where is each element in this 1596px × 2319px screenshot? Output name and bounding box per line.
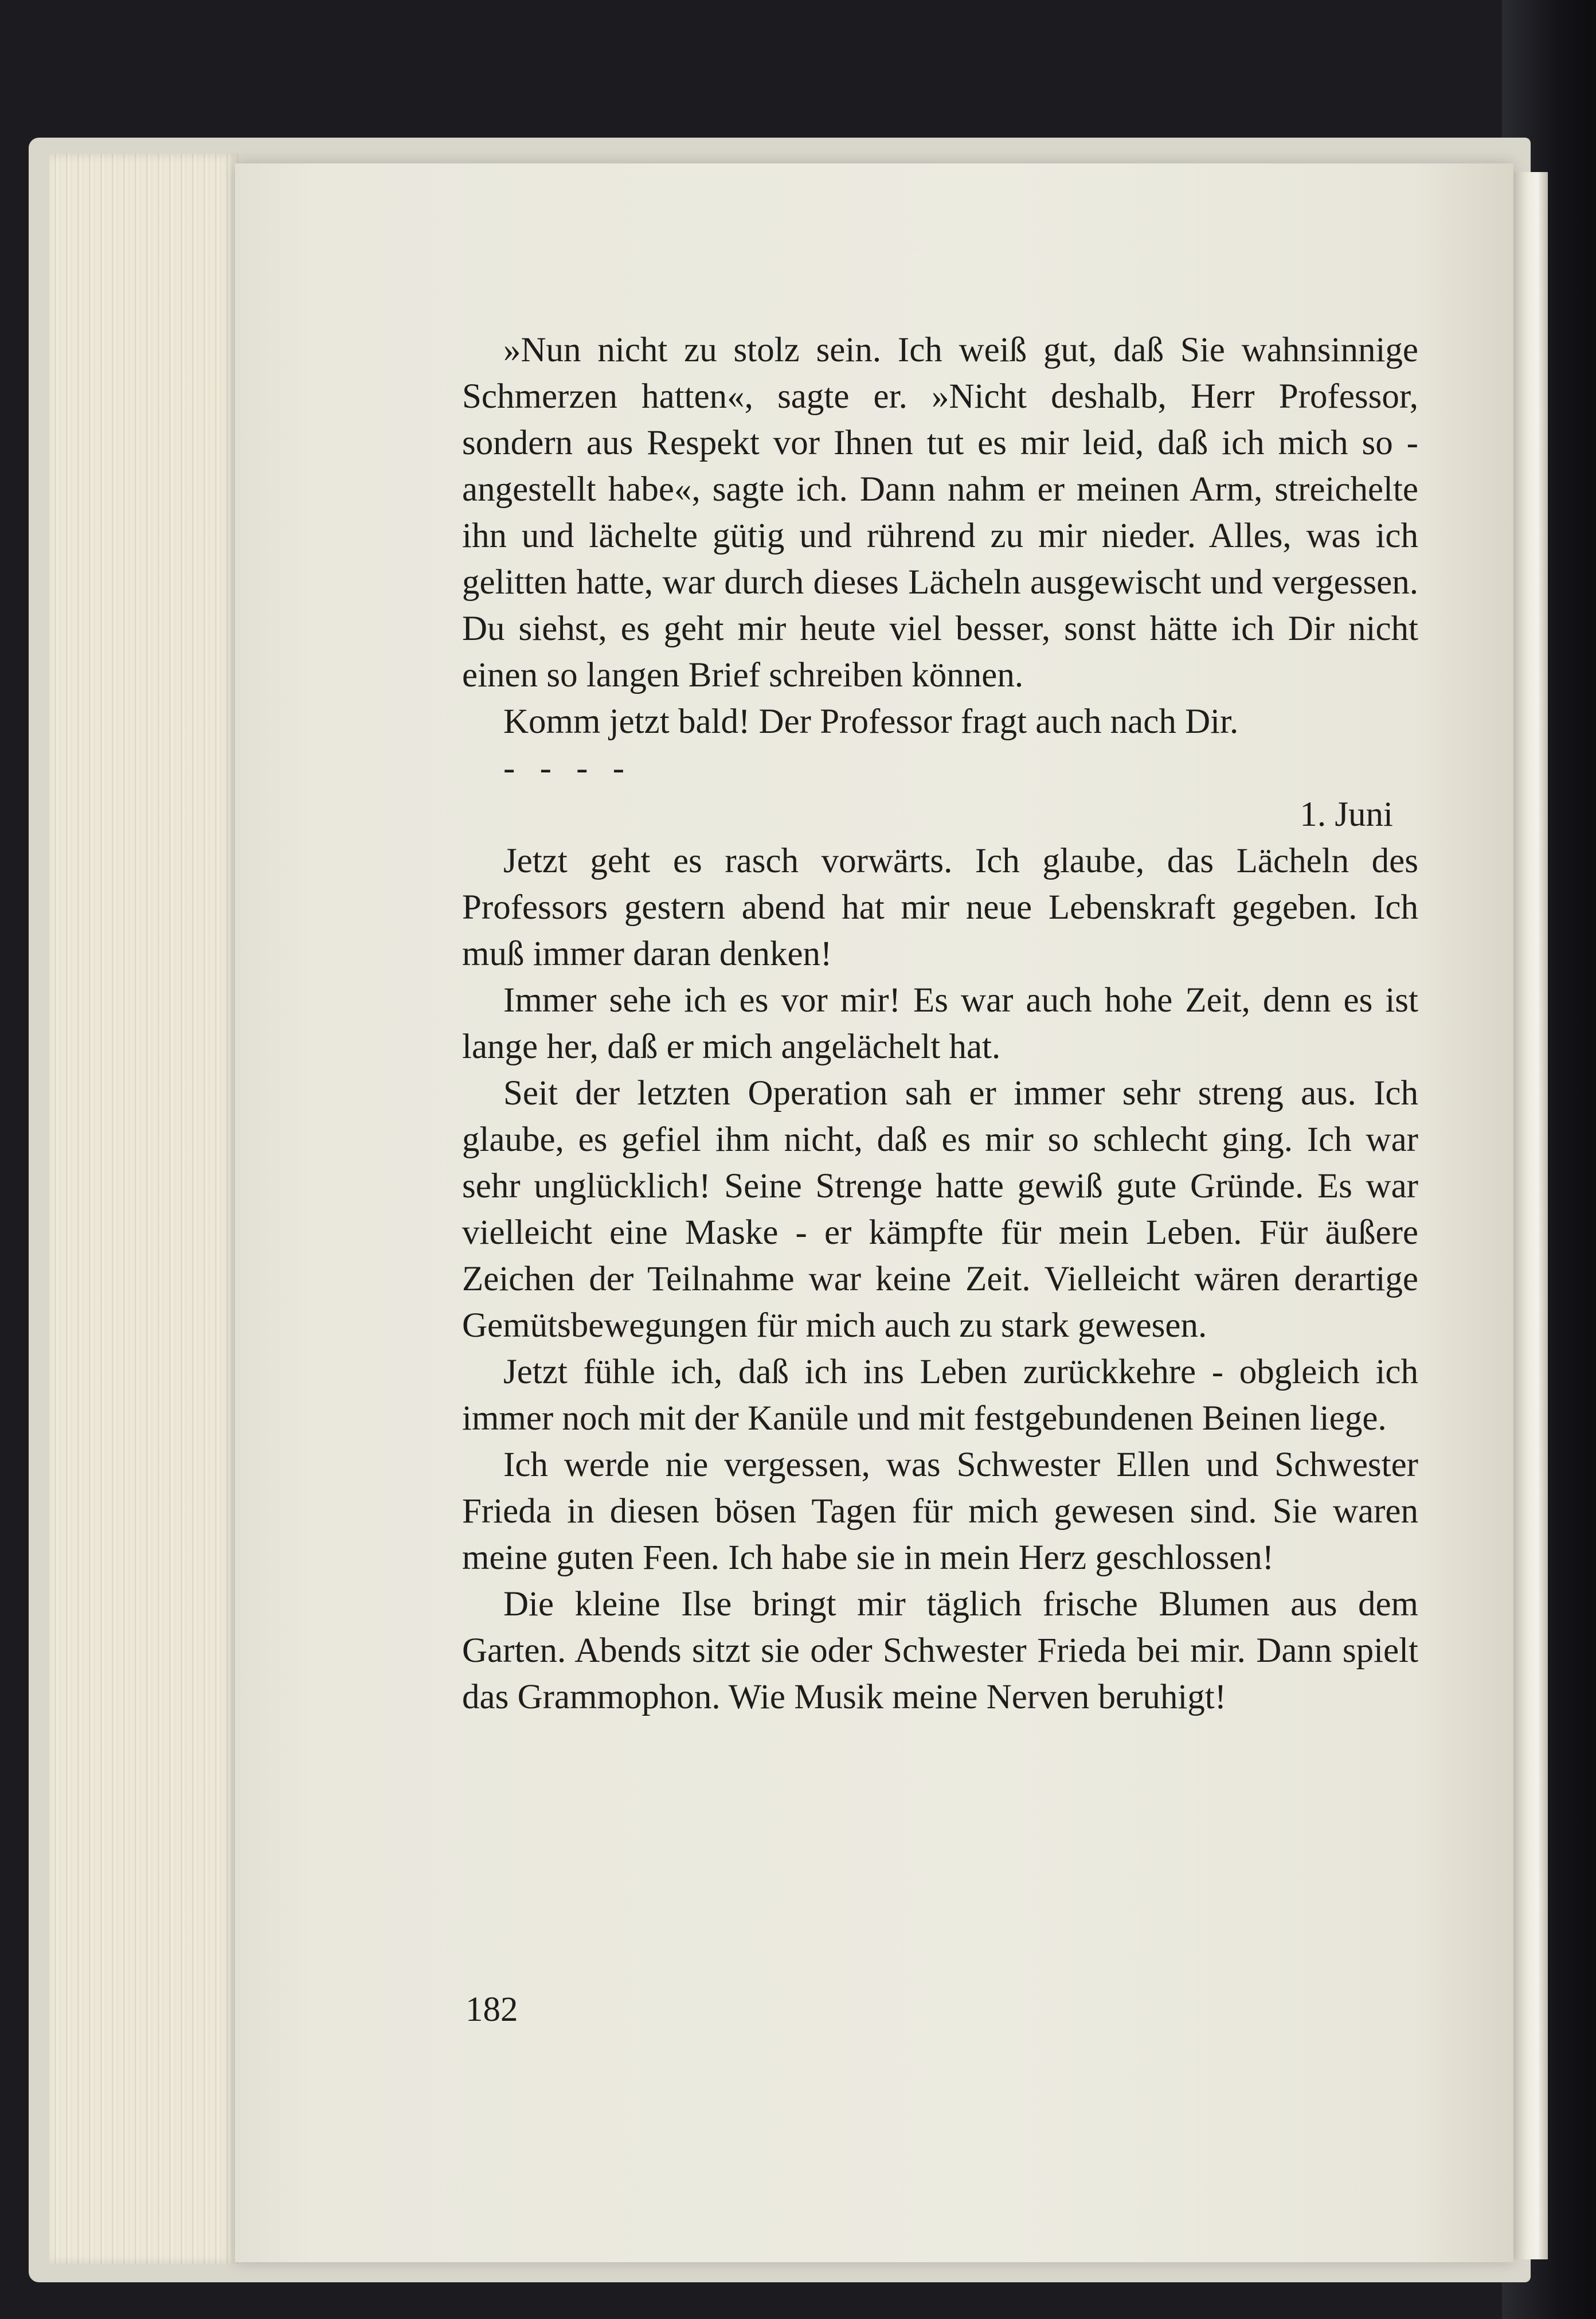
right-page-edge (1513, 172, 1548, 2259)
paragraph: Die kleine Ilse bringt mir täglich frische Blumen aus dem Garten. Abends sitzt sie oder Schwester Frieda bei mir. Dann spielt das Grammophon. Wie Musik meine Nerven beruhigt! (462, 1585, 1418, 1716)
date-heading: 1. Juni (1300, 795, 1393, 834)
paragraph: Jetzt fühle ich, daß ich ins Leben zurückkehre - obgleich ich immer noch mit der Kanüle und mit festgebundenen Beinen liege. (462, 1353, 1418, 1438)
paragraph: Komm jetzt bald! Der Professor fragt auch nach Dir. (503, 702, 1239, 741)
page-number: 182 (466, 1990, 518, 2029)
section-separator: - - - - (503, 749, 633, 787)
page-stack-edges (49, 154, 238, 2264)
page-text (462, 327, 1418, 1720)
paragraph: Seit der letzten Operation sah er immer sehr streng aus. Ich glaube, es gefiel ihm nicht, daß es mir so schlecht ging. Ich war sehr unglücklich! Seine Strenge hatte gewiß gute Gründe. Es war vielleicht eine Maske - er kämpfte für mein Leben. Für äußere Zeichen der Teilnahme war keine Zeit. Vielleicht wären derartige Gemütsbewegungen für mich auch zu stark gewesen. (462, 1074, 1418, 1345)
paragraph: Ich werde nie vergessen, was Schwester Ellen und Schwester Frieda in diesen bösen Tagen für mich gewesen sind. Sie waren meine guten Feen. Ich habe sie in mein Herz geschlossen! (462, 1446, 1418, 1577)
paragraph: »Nun nicht zu stolz sein. Ich weiß gut, daß Sie wahnsinnige Schmerzen hatten«, sagte er. »Nicht deshalb, Herr Professor, sondern aus Respekt vor Ihnen tut es mir leid, daß ich mich so - angestellt habe«, sagte ich. Dann nahm er meinen Arm, streichelte ihn und lächelte gütig und rührend zu mir nieder. Alles, was ich gelitten hatte, war durch dieses Lächeln ausgewischt und vergessen. Du siehst, es geht mir heute viel besser, sonst hätte ich Dir nicht einen so langen Brief schreiben können. (462, 331, 1418, 694)
paragraph: Immer sehe ich es vor mir! Es war auch hohe Zeit, denn es ist lange her, daß er mich angelächelt hat. (462, 981, 1418, 1066)
paragraph: Jetzt geht es rasch vorwärts. Ich glaube, das Lächeln des Professors gestern abend hat mir neue Lebenskraft gegeben. Ich muß immer daran denken! (462, 842, 1418, 973)
